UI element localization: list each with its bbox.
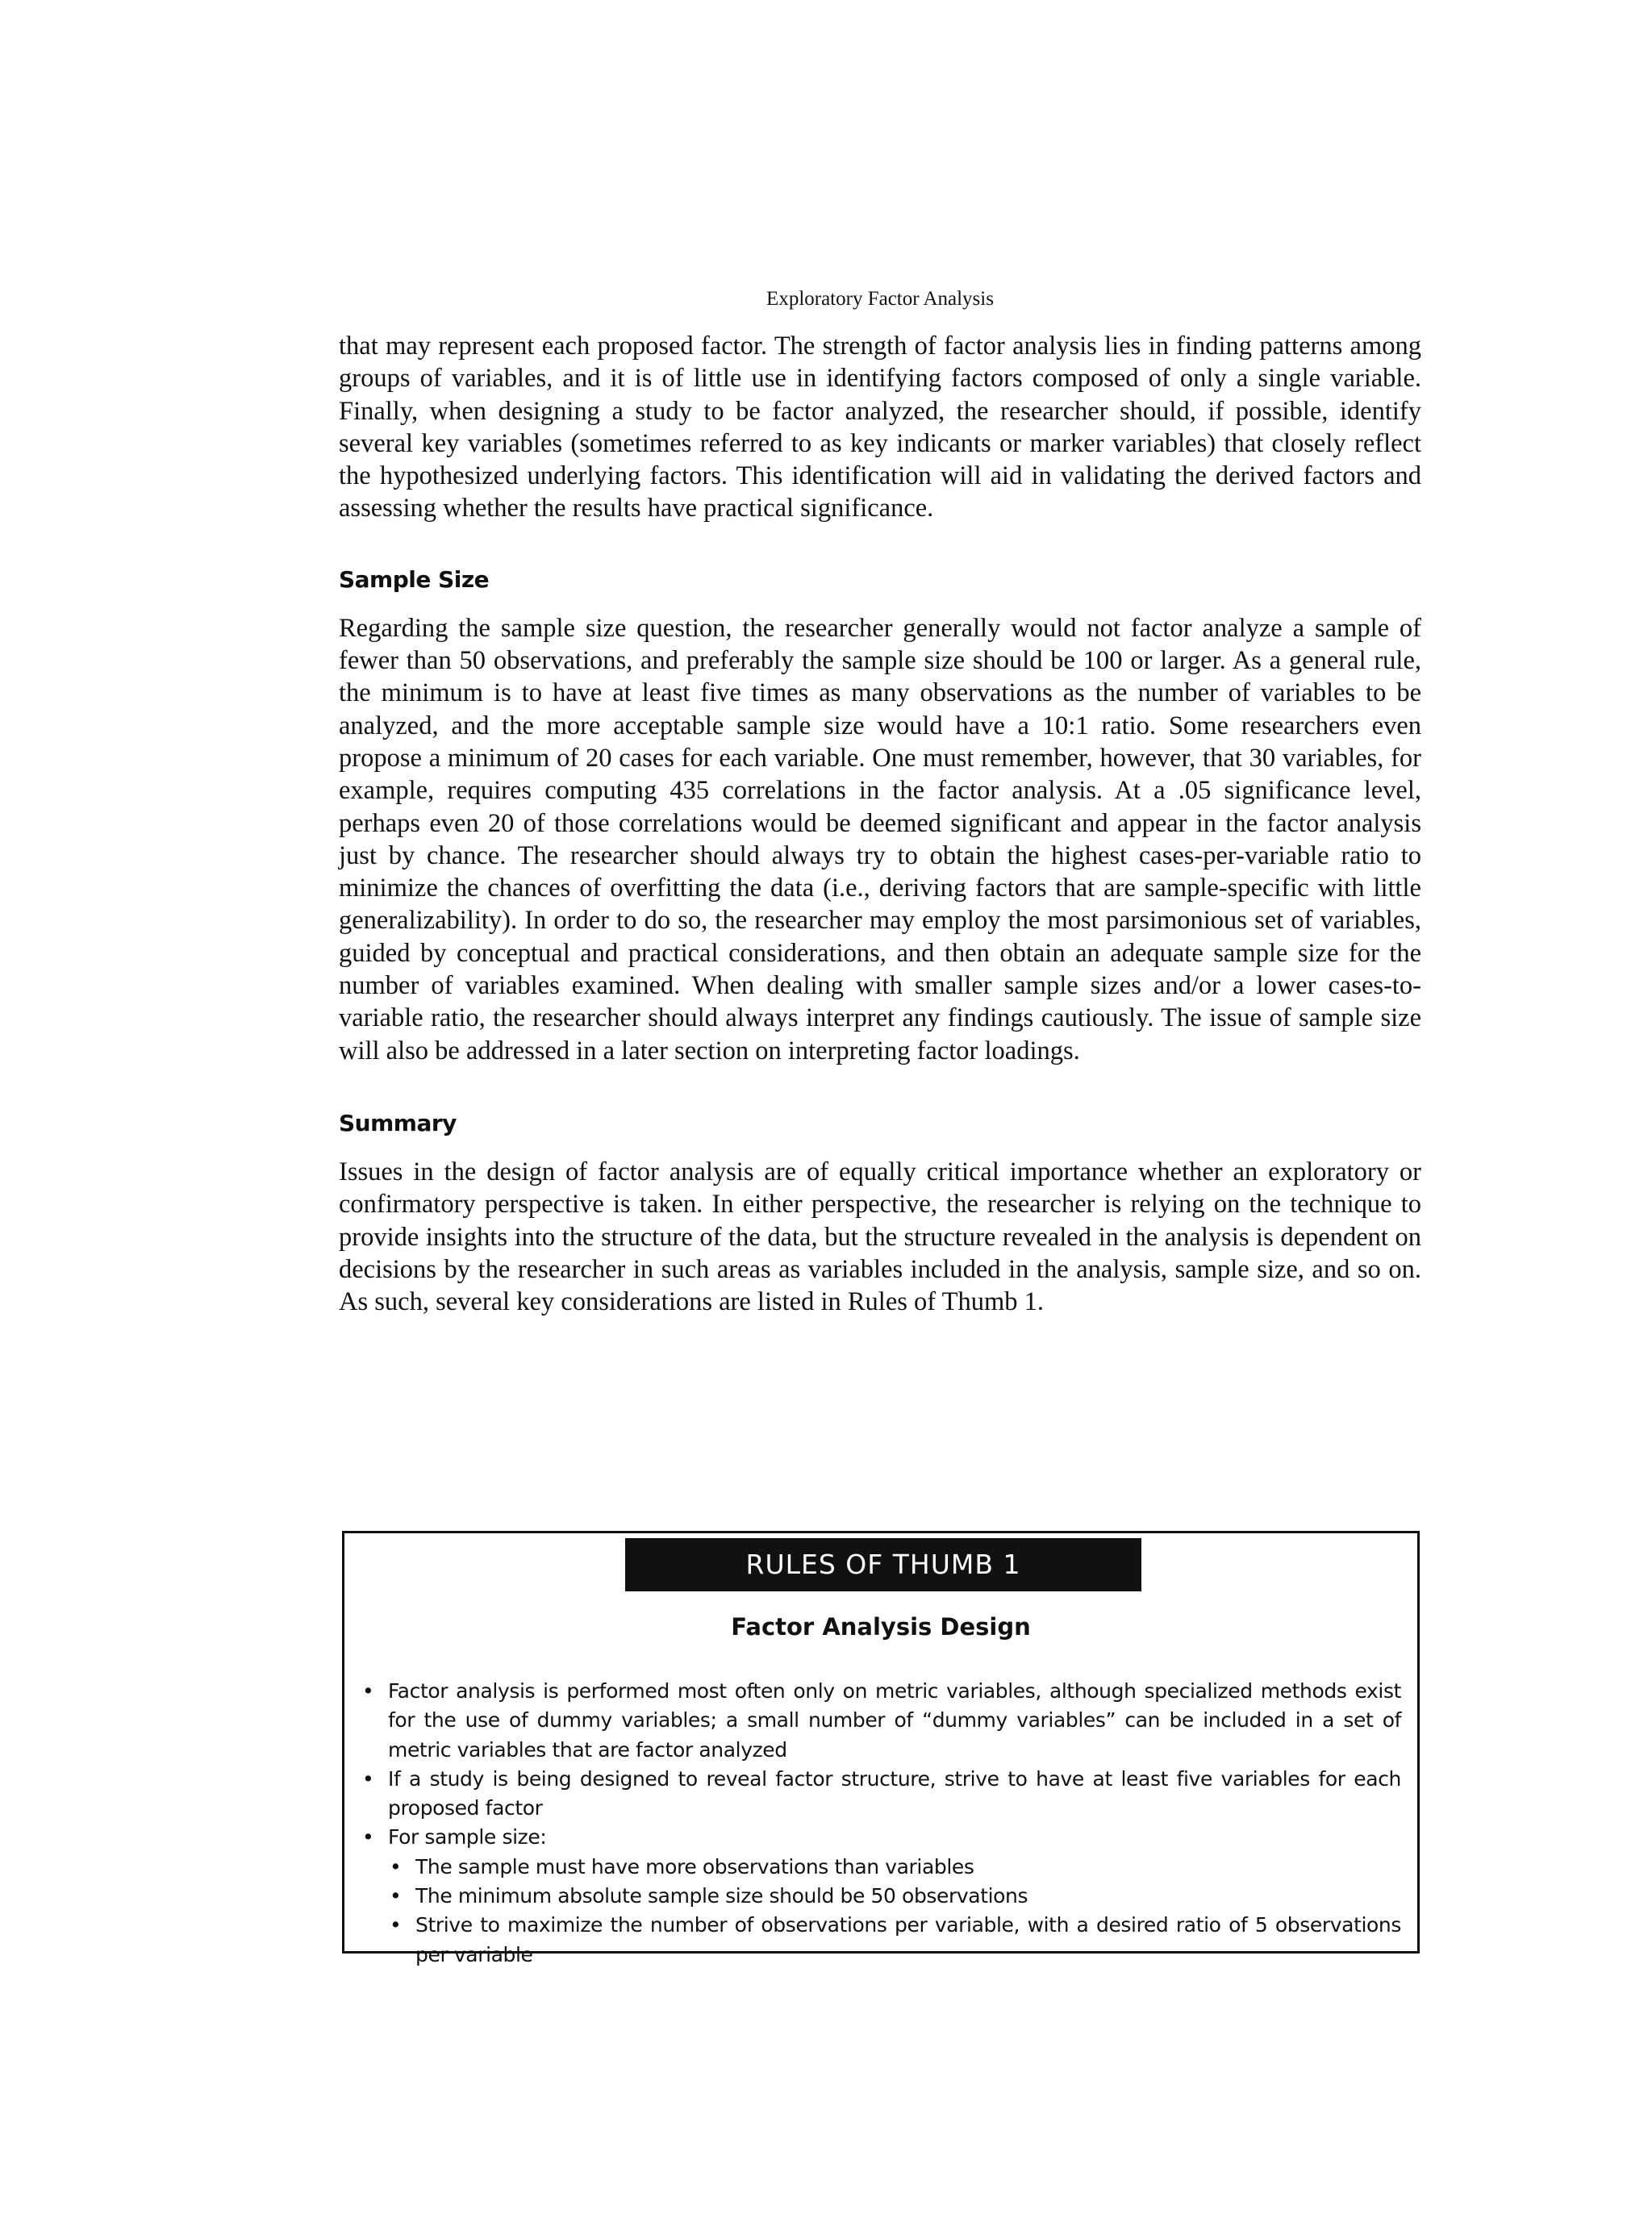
rules-list [361, 1677, 1401, 1970]
rules-list-item [361, 1823, 1401, 1969]
rules-title: Factor Analysis Design [731, 1613, 1031, 1641]
rules-item-text: For sample size: [388, 1825, 547, 1849]
page-content [339, 286, 1421, 1318]
rules-sub-item-text: Strive to maximize the number of observations per variable, with a desired ratio of 5 observations per variable [415, 1913, 1401, 1966]
rules-item-text: Factor analysis is performed most often only on metric variables, although specialized methods exist for the use of dummy variables; a small number of “dummy variables” can be included in a set of metric variables that are factor analyzed [388, 1679, 1401, 1762]
paragraph-intro: that may represent each proposed factor. The strength of factor analysis lies in finding patterns among groups of variables, and it is of little use in identifying factors composed of only a single variable. Finally, when designing a study to be factor analyzed, the researcher should, if possible, identify several key variables (sometimes referred to as key indicants or marker variables) that closely reflect the hypothesized underlying factors. This identification will aid in validating the derived factors and assessing whether the results have practical significance. [339, 331, 1421, 523]
rules-sub-list [388, 1853, 1401, 1970]
rules-item-text: If a study is being designed to reveal factor structure, strive to have at least five variables for each proposed factor [388, 1766, 1401, 1820]
rules-sub-item [388, 1911, 1401, 1970]
rules-sub-item [388, 1882, 1401, 1911]
heading-sample-size: Sample Size [339, 565, 490, 593]
rules-sub-item [388, 1853, 1401, 1882]
running-head: Exploratory Factor Analysis [766, 288, 994, 310]
heading-summary: Summary [339, 1109, 457, 1136]
rules-list-item [361, 1677, 1401, 1765]
rules-list-item [361, 1765, 1401, 1824]
rules-sub-item-text: The minimum absolute sample size should be 50 observations [415, 1884, 1028, 1908]
rules-sub-item-text: The sample must have more observations than variables [415, 1854, 974, 1878]
rules-of-thumb-box [342, 1531, 1420, 1966]
paragraph-summary: Issues in the design of factor analysis are of equally critical importance whether an exploratory or confirmatory perspective is taken. In either perspective, the researcher is relying on the technique to provide insights into the structure of the data, but the structure revealed in the analysis is dependent on decisions by the researcher in such areas as variables included in the analysis, sample size, and so on. As such, several key considerations are listed in Rules of Thumb 1. [339, 1157, 1421, 1317]
paragraph-sample-size: Regarding the sample size question, the researcher generally would not factor analyze a sample of fewer than 50 observations, and preferably the sample size should be 100 or larger. As a general rule, the minimum is to have at least five times as many observations as the number of variables to be analyzed, and the more acceptable sample size would have a 10:1 ratio. Some researchers even propose a minimum of 20 cases for each variable. One must remember, however, that 30 variables, for example, requires computing 435 correlations in the factor analysis. At a .05 significance level, perhaps even 20 of those correlations would be deemed significant and appear in the factor analysis just by chance. The researcher should always try to obtain the highest cases-per-variable ratio to minimize the chances of overfitting the data (i.e., deriving factors that are sample-specific with little generalizability). In order to do so, the researcher may employ the most parsimonious set of variables, guided by conceptual and practical considerations, and then obtain an adequate sample size for the number of variables examined. When dealing with smaller sample sizes and/or a lower cases-to-variable ratio, the researcher should always interpret any findings cautiously. The issue of sample size will also be addressed in a later section on interpreting factor loadings. [339, 613, 1421, 1065]
rules-banner: RULES OF THUMB 1 [625, 1538, 1141, 1591]
